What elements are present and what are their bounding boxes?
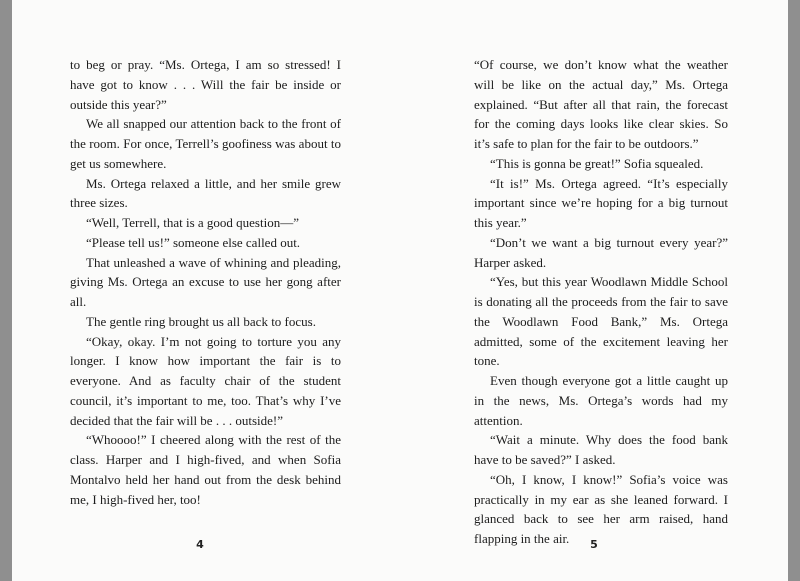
paragraph: “Of course, we don’t know what the weather will be like on the actual day,” Ms. Ortega explained. “But after all that rain, the forecast for the coming days looks like clear skies. So it’s safe to plan for the fair to be outdoors.” xyxy=(474,57,728,151)
paragraph: “Oh, I know, I know!” Sofia’s voice was practically in my ear as she leaned forward. I glanced back to see her arm raised, hand flapping in the air. xyxy=(474,471,728,546)
paragraph: “Okay, okay. I’m not going to torture you any longer. I know how important the fair is to everyone. And as faculty chair of the student council, it’s important to me, too. That’s why I’ve decided that the fair will be . . . outside!” xyxy=(70,333,341,428)
paragraph: “Wait a minute. Why does the food bank have to be saved?” I asked. xyxy=(474,432,728,467)
paragraph: “This is gonna be great!” Sofia squealed. xyxy=(490,155,704,171)
paragraph: “Please tell us!” someone else called out. xyxy=(86,234,301,250)
left-page xyxy=(12,0,401,581)
paragraph: That unleashed a wave of whining and pleading, giving Ms. Ortega an excuse to use her gong after all. xyxy=(70,254,341,309)
paragraph: Even though everyone got a little caught up in the news, Ms. Ortega’s words had my attention. xyxy=(474,373,728,428)
right-page-text xyxy=(474,55,728,549)
page-number: 4 xyxy=(196,538,204,551)
paragraph: “Yes, but this year Woodlawn Middle School is donating all the proceeds from the fair to save the Woodlawn Food Bank,” Ms. Ortega admitted, some of the excitement leaving her tone. xyxy=(474,274,728,369)
paragraph: “It is!” Ms. Ortega agreed. “It’s especially important since we’re hoping for a big turnout this year.” xyxy=(474,175,728,230)
paragraph: We all snapped our attention back to the front of the room. For once, Terrell’s goofiness was about to get us somewhere. xyxy=(70,116,341,171)
right-page xyxy=(400,0,788,581)
left-page-text xyxy=(70,55,341,509)
paragraph: The gentle ring brought us all back to focus. xyxy=(86,313,316,329)
paragraph: to beg or pray. “Ms. Ortega, I am so stressed! I have got to know . . . Will the fair be inside or outside this year?” xyxy=(70,57,341,112)
page-number: 5 xyxy=(590,538,598,551)
paragraph: “Well, Terrell, that is a good question—” xyxy=(86,215,299,230)
paragraph: Ms. Ortega relaxed a little, and her smile grew three sizes. xyxy=(70,175,341,211)
paragraph: “Don’t we want a big turnout every year?” Harper asked. xyxy=(474,234,728,270)
paragraph: “Whoooo!” I cheered along with the rest of the class. Harper and I high-fived, and when Sofia Montalvo held her hand out from the desk behind me, I high-fived her, too! xyxy=(70,432,341,507)
